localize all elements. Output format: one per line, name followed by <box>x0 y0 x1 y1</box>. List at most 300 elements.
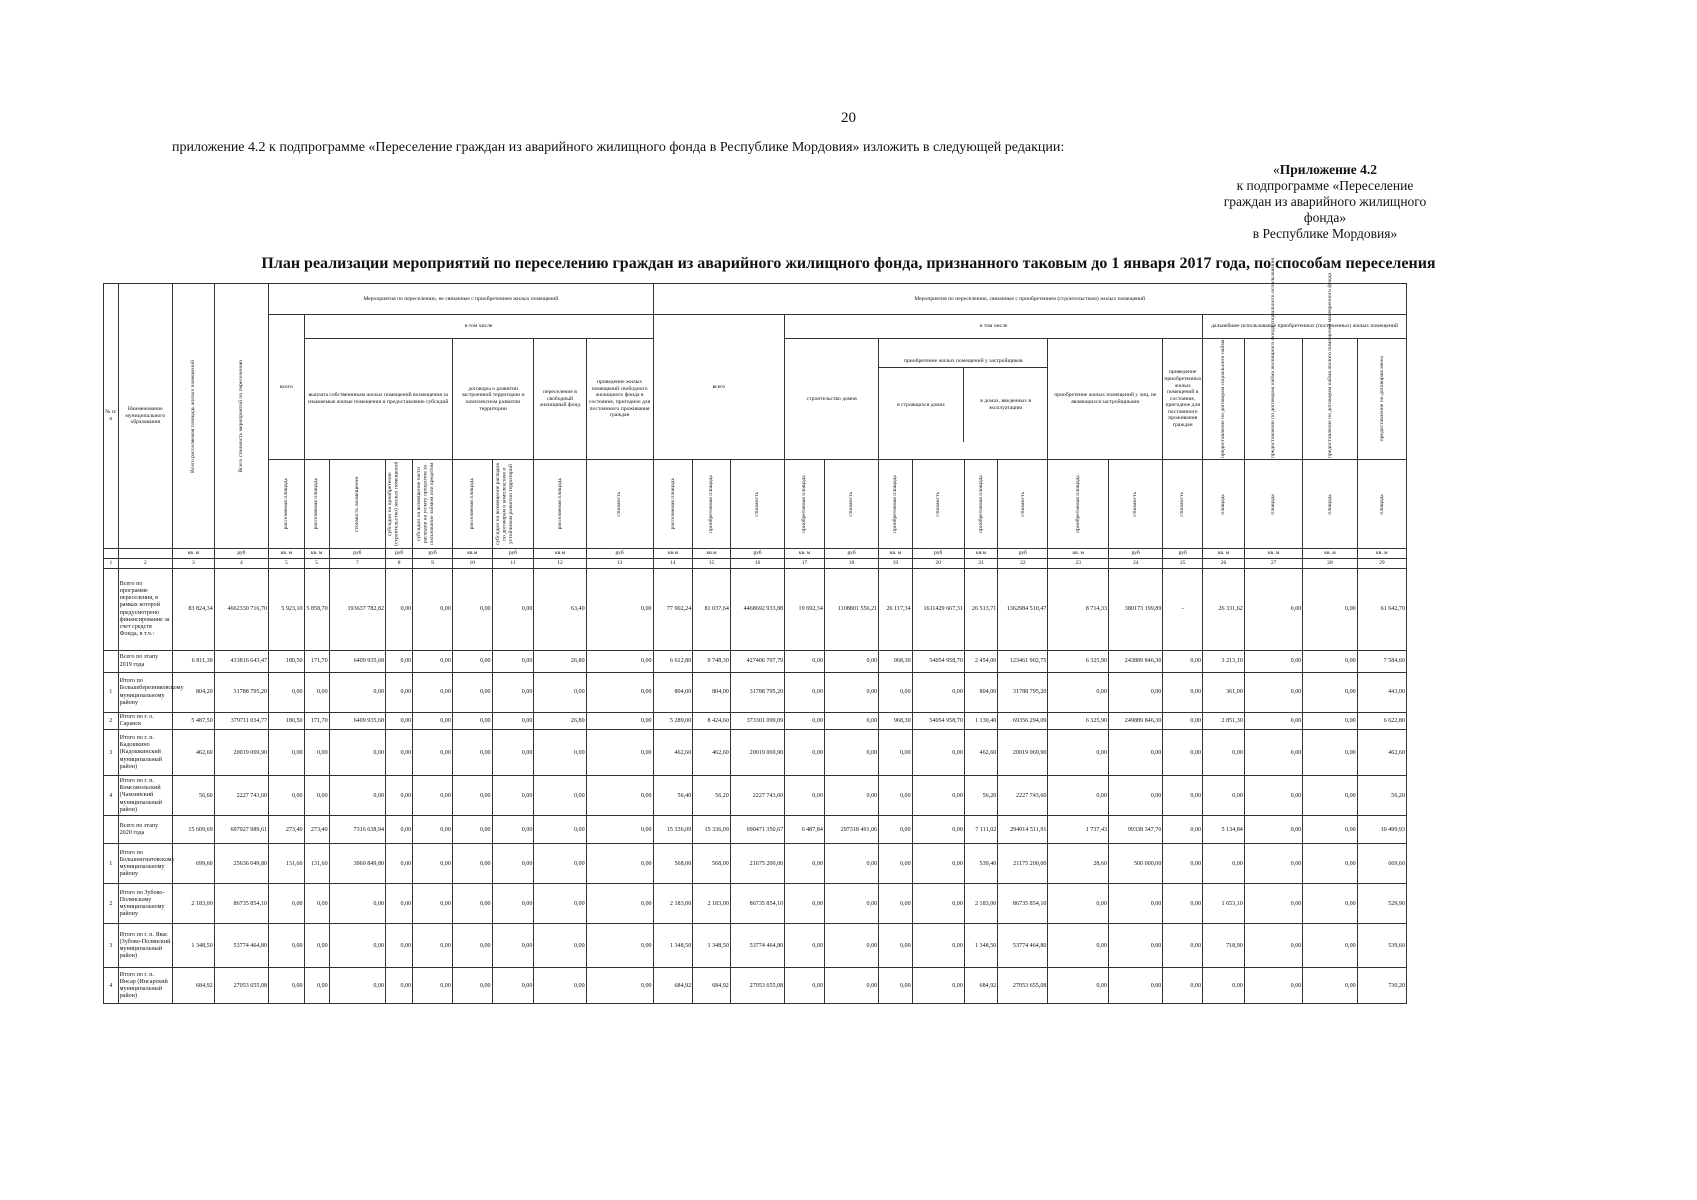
value-cell: 0,00 <box>1203 844 1245 884</box>
value-cell: 529,90 <box>1357 884 1406 924</box>
header-col14-text: расселяемая площадь <box>669 478 676 530</box>
value-cell: 0,00 <box>413 651 453 673</box>
value-cell: 61 642,70 <box>1357 569 1406 651</box>
column-number-cell: 16 <box>730 559 784 569</box>
value-cell: 69356 294,09 <box>998 713 1048 730</box>
value-cell: 0,00 <box>1303 776 1357 816</box>
value-cell: 27053 655,08 <box>730 968 784 1004</box>
header-col18 <box>824 460 878 549</box>
row-name: Всего по этапу 2020 года <box>118 816 172 844</box>
header-bring-free: приведение жилых помещений свободного жилищного фонда в состояние, пригодное для постоянного проживания граждан <box>586 339 653 460</box>
header-name: Наименование муниципального образования <box>118 284 172 549</box>
row-index: 4 <box>104 968 119 1004</box>
header-col12-text: расселяемая площадь <box>556 478 563 530</box>
value-cell: 373301 099,09 <box>730 713 784 730</box>
header-incl-a: в том числе <box>304 315 653 339</box>
value-cell: 0,00 <box>269 924 305 968</box>
value-cell: 27053 655,08 <box>214 968 268 1004</box>
value-cell: 380173 199,89 <box>1109 569 1163 651</box>
header-col22-text: стоимость <box>1019 491 1026 517</box>
value-cell: 0,00 <box>329 730 385 776</box>
value-cell: 1 130,40 <box>964 713 997 730</box>
value-cell: 0,00 <box>785 651 825 673</box>
value-cell: 0,00 <box>386 844 413 884</box>
value-cell: 2227 743,60 <box>998 776 1048 816</box>
row-index: 1 <box>104 844 119 884</box>
value-cell: 0,00 <box>1244 844 1303 884</box>
row-index <box>104 569 119 651</box>
value-cell: 0,00 <box>492 884 534 924</box>
quote-mark: « <box>1273 162 1280 177</box>
value-cell: 0,00 <box>534 968 586 1004</box>
header-acq-from-devs <box>879 339 1048 460</box>
row-index <box>104 816 119 844</box>
unit-cell: кв.м <box>534 549 586 559</box>
value-cell: 0,00 <box>492 730 534 776</box>
value-cell: 26,80 <box>534 651 586 673</box>
intro-text: приложение 4.2 к подпрограмме «Переселение граждан из аварийного жилищного фонда в Республике Мордовия» изложить в следующей редакции: <box>172 140 1065 155</box>
value-cell: 0,00 <box>269 730 305 776</box>
value-cell: 0,00 <box>824 844 878 884</box>
header-total-area-text: Всего расселяемая площадь жилых помещений <box>190 359 197 473</box>
row-name: Итого по Большеберезниковскому муниципальному району <box>118 673 172 713</box>
value-cell: 53774 464,80 <box>998 924 1048 968</box>
value-cell: 0,00 <box>413 730 453 776</box>
header-col23-text: приобретаемая площадь <box>1074 475 1081 533</box>
unit-cell: кв. м <box>269 549 305 559</box>
column-number-cell: 9 <box>413 559 453 569</box>
header-col19-text: приобретаемая площадь <box>892 475 899 533</box>
value-cell: 26 117,34 <box>879 569 912 651</box>
unit-cell: руб <box>1109 549 1163 559</box>
header-col12 <box>534 460 586 549</box>
header-col15-text: приобретаемая площадь <box>708 475 715 533</box>
units-row <box>104 549 1407 559</box>
header-in-completed: в домах, введенных в эксплуатацию <box>980 398 1031 411</box>
value-cell: 294014 511,91 <box>998 816 1048 844</box>
value-cell: 0,00 <box>534 844 586 884</box>
value-cell: 123461 902,75 <box>998 651 1048 673</box>
value-cell: 7316 638,94 <box>329 816 385 844</box>
header-vsego-a: всего <box>269 315 305 460</box>
header-col15 <box>693 460 731 549</box>
table-body <box>104 569 1407 1004</box>
value-cell: 0,00 <box>386 730 413 776</box>
value-cell: 0,00 <box>452 844 492 884</box>
header-col22 <box>998 460 1048 549</box>
value-cell: 0,00 <box>824 924 878 968</box>
value-cell: 0,00 <box>1048 730 1109 776</box>
value-cell: 25636 049,80 <box>214 844 268 884</box>
value-cell: - <box>1163 569 1203 651</box>
header-col26-text: площадь <box>1220 493 1227 515</box>
value-cell: 54054 958,70 <box>912 651 964 673</box>
row-index: 2 <box>104 713 119 730</box>
header-no: № п/п <box>104 284 119 549</box>
value-cell: 690471 350,67 <box>730 816 784 844</box>
value-cell: 0,00 <box>452 884 492 924</box>
value-cell: 0,00 <box>452 651 492 673</box>
value-cell: 0,00 <box>413 924 453 968</box>
value-cell: 0,00 <box>586 924 653 968</box>
header-col19 <box>879 460 912 549</box>
value-cell: 0,00 <box>1048 673 1109 713</box>
value-cell: 0,00 <box>452 968 492 1004</box>
value-cell: 0,00 <box>824 730 878 776</box>
value-cell: 5 289,00 <box>653 713 693 730</box>
value-cell: 0,00 <box>452 924 492 968</box>
value-cell: 0,00 <box>785 713 825 730</box>
value-cell: 0,00 <box>586 776 653 816</box>
value-cell: 56,20 <box>964 776 997 816</box>
value-cell: 8 424,60 <box>693 713 731 730</box>
value-cell: 2 183,00 <box>172 884 214 924</box>
row-index: 1 <box>104 673 119 713</box>
value-cell: 0,00 <box>586 651 653 673</box>
table-row <box>104 884 1407 924</box>
header-col28-text: площадь <box>1326 493 1333 515</box>
unit-cell: кв. м <box>1244 549 1303 559</box>
value-cell: 0,00 <box>1303 713 1357 730</box>
value-cell: 684,92 <box>693 968 731 1004</box>
value-cell: 0,00 <box>329 924 385 968</box>
value-cell: 0,00 <box>534 816 586 844</box>
value-cell: 15 336,09 <box>693 816 731 844</box>
value-cell: 0,00 <box>1303 816 1357 844</box>
column-number-cell: 22 <box>998 559 1048 569</box>
value-cell: 0,00 <box>912 924 964 968</box>
value-cell: 699,60 <box>172 844 214 884</box>
unit-cell: руб <box>998 549 1048 559</box>
unit-cell: руб <box>730 549 784 559</box>
value-cell: 3960 849,80 <box>329 844 385 884</box>
value-cell: 63,40 <box>534 569 586 651</box>
value-cell: 7 584,60 <box>1357 651 1406 673</box>
acq-sub-table <box>879 368 1047 442</box>
value-cell: 20019 069,90 <box>730 730 784 776</box>
value-cell: 2 183,00 <box>693 884 731 924</box>
column-number-cell: 29 <box>1357 559 1406 569</box>
value-cell: 83 824,34 <box>172 569 214 651</box>
header-col18-text: стоимость <box>848 491 855 517</box>
value-cell: 0,00 <box>824 776 878 816</box>
value-cell: 5 923,10 <box>269 569 305 651</box>
value-cell: 804,20 <box>172 673 214 713</box>
value-cell: 0,00 <box>912 673 964 713</box>
value-cell: 5 487,50 <box>172 713 214 730</box>
column-number-cell: 17 <box>785 559 825 569</box>
value-cell: 0,00 <box>1303 569 1357 651</box>
value-cell: 56,20 <box>693 776 731 816</box>
value-cell: 0,00 <box>785 776 825 816</box>
column-number-cell: 15 <box>693 559 731 569</box>
value-cell: 0,00 <box>1303 673 1357 713</box>
row-name: Всего по этапу 2019 года <box>118 651 172 673</box>
value-cell: 718,90 <box>1203 924 1245 968</box>
value-cell: 684,92 <box>172 968 214 1004</box>
column-number-cell: 4 <box>214 559 268 569</box>
header-col24 <box>1109 460 1163 549</box>
header-col16-text: стоимость <box>754 491 761 517</box>
value-cell: 0,00 <box>912 730 964 776</box>
value-cell: 0,00 <box>1163 673 1203 713</box>
value-cell: 249889 846,30 <box>1109 713 1163 730</box>
value-cell: 0,00 <box>492 651 534 673</box>
column-number-cell: 13 <box>586 559 653 569</box>
value-cell: 0,00 <box>1244 569 1303 651</box>
value-cell: 0,00 <box>413 776 453 816</box>
unit-cell: кв.м <box>693 549 731 559</box>
value-cell: 0,00 <box>413 569 453 651</box>
header-further-use: дальнейшее использование приобретенных (построенных) жилых помещений <box>1203 315 1407 339</box>
value-cell: 462,60 <box>964 730 997 776</box>
value-cell: 3 213,10 <box>1203 651 1245 673</box>
value-cell: 0,00 <box>1244 776 1303 816</box>
column-number-cell: 21 <box>964 559 997 569</box>
value-cell: 0,00 <box>1163 816 1203 844</box>
value-cell: 804,00 <box>693 673 731 713</box>
header-col9 <box>413 460 453 549</box>
value-cell: 697927 989,61 <box>214 816 268 844</box>
header-col23 <box>1048 460 1109 549</box>
value-cell: 568,00 <box>653 844 693 884</box>
header-commercial-rent-text: предоставление по договорам найма жилищного фонда социального использования <box>1270 257 1277 458</box>
value-cell: 539,60 <box>1357 924 1406 968</box>
value-cell: 0,00 <box>304 968 329 1004</box>
value-cell: 0,00 <box>1203 776 1245 816</box>
header-col29-text: площадь <box>1378 493 1385 515</box>
value-cell: 462,60 <box>653 730 693 776</box>
value-cell: 0,00 <box>1163 924 1203 968</box>
value-cell: 6409 935,68 <box>329 713 385 730</box>
value-cell: 0,00 <box>1244 924 1303 968</box>
unit-cell: руб <box>413 549 453 559</box>
appendix-line-5: в Республике Мордовия» <box>1252 226 1398 241</box>
header-incl-b: в том числе <box>785 315 1203 339</box>
value-cell: 9 748,30 <box>693 651 731 673</box>
value-cell: 0,00 <box>785 673 825 713</box>
value-cell: 1 348,50 <box>172 924 214 968</box>
value-cell: 7 111,02 <box>964 816 997 844</box>
table-row <box>104 673 1407 713</box>
column-number-cell: 27 <box>1244 559 1303 569</box>
value-cell: 86735 854,10 <box>730 884 784 924</box>
header-vsego-b: всего <box>653 315 785 460</box>
value-cell: 0,00 <box>413 968 453 1004</box>
value-cell: 0,00 <box>1244 968 1303 1004</box>
value-cell: 0,00 <box>879 816 912 844</box>
unit-cell: кв.м <box>452 549 492 559</box>
value-cell: 0,00 <box>492 569 534 651</box>
value-cell: 0,00 <box>1303 651 1357 673</box>
unit-cell: руб <box>214 549 268 559</box>
value-cell: 0,00 <box>304 673 329 713</box>
header-col25-text: стоимость <box>1179 491 1186 517</box>
value-cell: 8 714,33 <box>1048 569 1109 651</box>
value-cell: 0,00 <box>413 713 453 730</box>
value-cell: 1 348,50 <box>653 924 693 968</box>
header-col6-text: расселяемая площадь <box>313 478 320 530</box>
value-cell: 0,00 <box>492 713 534 730</box>
value-cell: 0,00 <box>452 713 492 730</box>
value-cell: 0,00 <box>879 673 912 713</box>
value-cell: 0,00 <box>413 673 453 713</box>
unit-cell: руб <box>912 549 964 559</box>
header-col20-text: стоимость <box>934 491 941 517</box>
value-cell: 4662330 716,70 <box>214 569 268 651</box>
table-row <box>104 968 1407 1004</box>
unit-cell <box>118 549 172 559</box>
value-cell: 4468692 933,88 <box>730 569 784 651</box>
value-cell: 0,00 <box>304 776 329 816</box>
header-bring-acquired: приведение приобретенных жилых помещений в состояние, пригодное для постоянного проживания граждан <box>1163 339 1203 460</box>
value-cell: 0,00 <box>1203 968 1245 1004</box>
value-cell: 0,00 <box>879 844 912 884</box>
value-cell: 361,00 <box>1203 673 1245 713</box>
value-cell: 0,00 <box>413 816 453 844</box>
header-social-rent <box>1203 339 1245 460</box>
table-row <box>104 651 1407 673</box>
value-cell: 0,00 <box>386 924 413 968</box>
value-cell: 1611429 667,31 <box>912 569 964 651</box>
value-cell: 6 325,90 <box>1048 651 1109 673</box>
column-number-cell: 28 <box>1303 559 1357 569</box>
value-cell: 0,00 <box>1048 776 1109 816</box>
value-cell: 0,00 <box>452 673 492 713</box>
row-index: 3 <box>104 924 119 968</box>
value-cell: 0,00 <box>1303 968 1357 1004</box>
value-cell: 0,00 <box>586 673 653 713</box>
value-cell: 26,80 <box>534 713 586 730</box>
value-cell: 968,30 <box>879 713 912 730</box>
header-col25 <box>1163 460 1203 549</box>
header-exchange <box>1357 339 1406 460</box>
value-cell: 2 183,00 <box>964 884 997 924</box>
header-maneuver-rent-text: предоставление по договорам найма жилого помещения маневренного фонда <box>1326 273 1333 458</box>
value-cell: 0,00 <box>413 844 453 884</box>
value-cell: 0,00 <box>492 924 534 968</box>
header-construction: строительство домов <box>785 339 879 460</box>
value-cell: 53774 464,80 <box>730 924 784 968</box>
unit-cell: руб <box>329 549 385 559</box>
value-cell: 0,00 <box>824 968 878 1004</box>
value-cell: 0,00 <box>413 884 453 924</box>
value-cell: 0,00 <box>1109 673 1163 713</box>
table-row <box>104 844 1407 884</box>
value-cell: 1 348,50 <box>693 924 731 968</box>
value-cell: 273,40 <box>269 816 305 844</box>
value-cell: 0,00 <box>586 844 653 884</box>
value-cell: 0,00 <box>269 776 305 816</box>
header-col7-text: стоимость возмещения <box>354 476 361 532</box>
value-cell: 0,00 <box>824 673 878 713</box>
value-cell: 0,00 <box>1163 776 1203 816</box>
value-cell: 0,00 <box>1244 673 1303 713</box>
value-cell: 0,00 <box>1303 924 1357 968</box>
header-in-built: в строящихся домах <box>879 368 963 442</box>
row-name: Итого по г. п. Инсар (Инсарский муниципальный район) <box>118 968 172 1004</box>
value-cell: 2 454,00 <box>964 651 997 673</box>
value-cell: 20019 069,90 <box>998 730 1048 776</box>
value-cell: 0,00 <box>1163 713 1203 730</box>
unit-cell: кв. м <box>1303 549 1357 559</box>
value-cell: 81 037,64 <box>693 569 731 651</box>
header-col16 <box>730 460 784 549</box>
value-cell: 0,00 <box>785 968 825 1004</box>
table-row <box>104 730 1407 776</box>
value-cell: 0,00 <box>824 884 878 924</box>
header-social-rent-text: предоставление по договорам социального найма <box>1220 339 1227 458</box>
column-number-cell: 26 <box>1203 559 1245 569</box>
value-cell: 180,50 <box>269 713 305 730</box>
value-cell: 1 653,10 <box>1203 884 1245 924</box>
value-cell: 15 336,09 <box>653 816 693 844</box>
value-cell: 462,60 <box>1357 730 1406 776</box>
value-cell: 26 331,62 <box>1203 569 1245 651</box>
unit-cell: руб <box>492 549 534 559</box>
value-cell: 0,00 <box>1048 968 1109 1004</box>
header-col13 <box>586 460 653 549</box>
value-cell: 193637 782,82 <box>329 569 385 651</box>
value-cell: 1362984 510,47 <box>998 569 1048 651</box>
value-cell: 0,00 <box>879 730 912 776</box>
column-number-cell: 18 <box>824 559 878 569</box>
unit-cell: кв. м <box>785 549 825 559</box>
header-col28 <box>1303 460 1357 549</box>
value-cell: 2227 743,60 <box>214 776 268 816</box>
value-cell: 427406 707,79 <box>730 651 784 673</box>
value-cell: 0,00 <box>452 730 492 776</box>
row-index: 4 <box>104 776 119 816</box>
value-cell: 0,00 <box>912 776 964 816</box>
value-cell: 443,00 <box>1357 673 1406 713</box>
value-cell: 0,00 <box>386 884 413 924</box>
value-cell: 171,70 <box>304 651 329 673</box>
page-number: 20 <box>841 110 856 126</box>
value-cell: 0,00 <box>492 673 534 713</box>
value-cell: 0,00 <box>879 884 912 924</box>
header-col11 <box>492 460 534 549</box>
header-total-cost <box>214 284 268 549</box>
value-cell: 27053 655,08 <box>998 968 1048 1004</box>
value-cell: 56,20 <box>1357 776 1406 816</box>
value-cell: 21675 200,00 <box>730 844 784 884</box>
value-cell: 56,60 <box>172 776 214 816</box>
header-col24-text: стоимость <box>1132 491 1139 517</box>
header-total-cost-text: Всего стоимость мероприятий по переселению <box>238 359 245 473</box>
unit-cell: руб <box>1163 549 1203 559</box>
value-cell: 0,00 <box>1109 884 1163 924</box>
header-col8-text: субсидии на приобретение (строительство) жилых помещений <box>387 461 400 547</box>
value-cell: 0,00 <box>1163 968 1203 1004</box>
value-cell: 1108801 556,21 <box>824 569 878 651</box>
table-row <box>104 776 1407 816</box>
value-cell: 0,00 <box>329 776 385 816</box>
column-number-cell: 14 <box>653 559 693 569</box>
value-cell: 0,00 <box>586 968 653 1004</box>
value-cell: 273,40 <box>304 816 329 844</box>
header-maneuver-rent <box>1303 273 1357 460</box>
value-cell: 0,00 <box>1303 884 1357 924</box>
header-exchange-text: предоставление по договорам мены <box>1378 356 1385 442</box>
value-cell: 21175 200,00 <box>998 844 1048 884</box>
value-cell: 0,00 <box>1109 776 1163 816</box>
row-name: Всего по программе переселения, в рамках которой предусмотрено финансирование за счет средств Фонда, в т.ч.: <box>118 569 172 651</box>
value-cell: 0,00 <box>386 816 413 844</box>
header-resettle-free: переселение в свободный жилищный фонд <box>534 339 586 460</box>
header-col11-text: субсидии на возмещение расходов по договорам о комплексном и устойчивом развитии территорий <box>495 463 515 545</box>
value-cell: 0,00 <box>534 776 586 816</box>
